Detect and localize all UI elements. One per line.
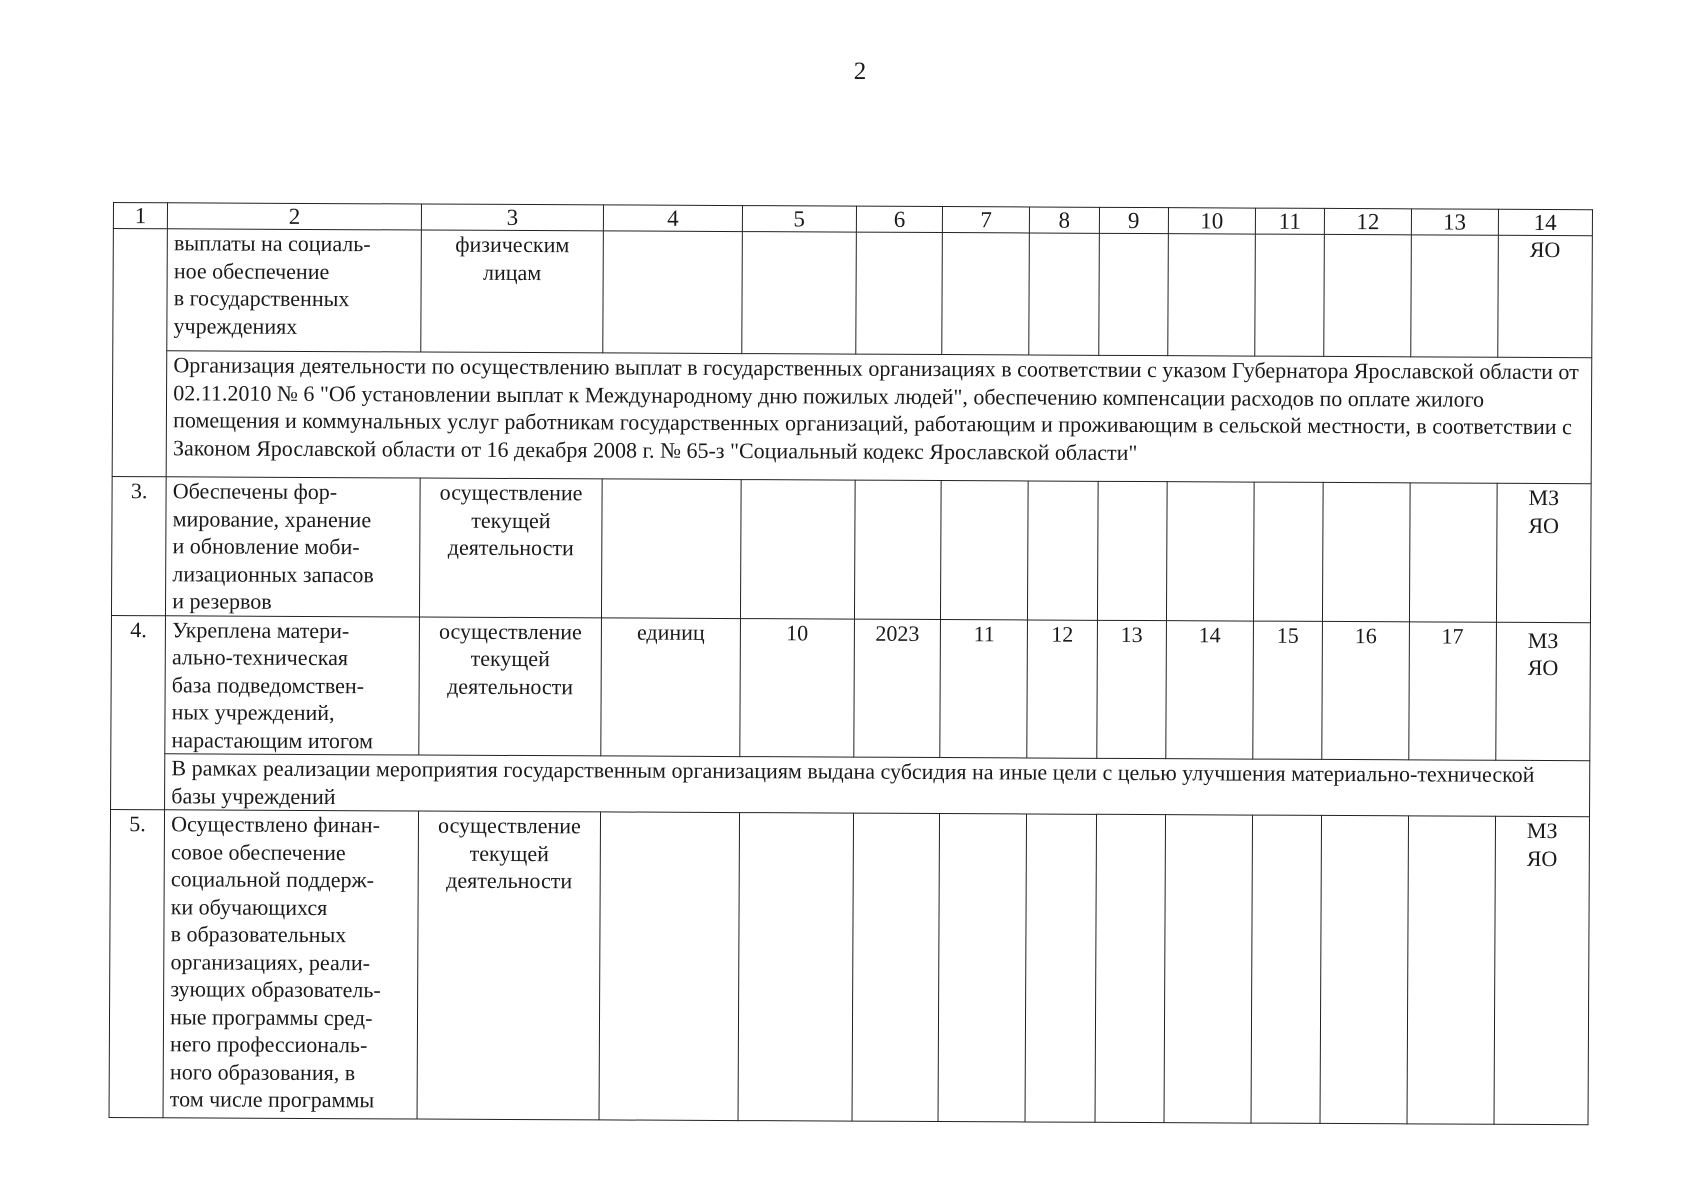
value-cell: 2023 xyxy=(853,619,940,758)
result-type: осуществление текущей деятельности xyxy=(419,478,602,617)
responsible-code: ЯО xyxy=(1529,236,1561,263)
col-header: 13 xyxy=(1411,209,1498,235)
note-row xyxy=(111,753,1590,816)
value-cell: 14 xyxy=(1166,620,1253,759)
value-cell: 11 xyxy=(940,619,1027,758)
result-name: Обеспечены фор- мирование, хранение и обновление моби- лизационных запасов и резервов xyxy=(166,477,420,617)
col-header: 5 xyxy=(742,206,856,233)
value-cell: 17 xyxy=(1409,621,1496,760)
col-header: 1 xyxy=(113,203,167,229)
result-name: выплаты на социаль- ное обеспечение в государственных учреждениях xyxy=(167,229,421,352)
row-number: 4. xyxy=(111,615,166,810)
col-header: 6 xyxy=(856,206,943,232)
table-row xyxy=(111,615,1591,761)
col-header: 14 xyxy=(1498,209,1593,235)
responsible-cell xyxy=(1496,483,1591,622)
col-header: 10 xyxy=(1168,208,1255,234)
responsible-code: МЗ xyxy=(1526,817,1558,844)
col-header: 3 xyxy=(421,204,603,231)
result-type: физическим лицам xyxy=(421,230,604,353)
result-name: Укреплена матери- ально-техническая база подведомствен- ных учреждений, нарастающим итогом xyxy=(165,615,419,755)
table-row xyxy=(111,476,1591,622)
responsible-cell xyxy=(1494,816,1590,1124)
col-header: 8 xyxy=(1030,207,1100,233)
responsible-code: МЗ xyxy=(1527,627,1559,653)
note-row xyxy=(112,351,1592,484)
note-text: Организация деятельности по осуществлению выплат в государственных организациях в соответствии с указом Губернатора Ярославской области от 02.11.2010 № 6 "Об установлении выплат к Международному дню пожилых людей", обеспечению компенсации расходов по оплате жилого помещения и коммунальных услуг работникам государственных организаций, работающим и проживающим в сельской местности, в соответствии с Законом Ярославской области от 16 декабря 2008 г. № 65-з "Социальный кодекс Ярославской области" xyxy=(166,351,1591,484)
responsible-cell xyxy=(1497,235,1592,357)
responsible-code: ЯО xyxy=(1528,512,1560,538)
row-number-cell xyxy=(112,229,167,477)
responsible-code: МЗ xyxy=(1528,484,1560,511)
value-cell: 15 xyxy=(1252,621,1322,760)
unit-cell: единиц xyxy=(601,617,740,756)
col-header: 9 xyxy=(1099,207,1169,233)
result-type: осуществление текущей деятельности xyxy=(417,811,601,1120)
indicator-table xyxy=(109,202,1593,1125)
result-name: Осуществлено финан- совое обеспечение социальной поддерж- ки обучающихся в образовательных организациях, реали- зующих образователь- ные программы сред- него профессиональ- ного образования, в том числе программы xyxy=(163,810,418,1119)
page-number: 2 xyxy=(853,58,867,85)
col-header: 12 xyxy=(1324,208,1411,234)
result-type: осуществление текущей деятельности xyxy=(419,617,602,756)
table-row xyxy=(113,229,1593,358)
col-header: 2 xyxy=(168,203,422,230)
col-header: 4 xyxy=(603,205,742,232)
responsible-cell xyxy=(1495,622,1590,761)
table-row xyxy=(109,809,1589,1124)
col-header: 7 xyxy=(943,207,1030,233)
value-cell: 16 xyxy=(1322,621,1409,760)
row-number: 3. xyxy=(111,476,166,615)
note-text: В рамках реализации мероприятия государственным организациям выдана субсидия на иные цели с целью улучшения материально-технической базы учреждений xyxy=(165,754,1590,817)
responsible-code: ЯО xyxy=(1527,654,1559,681)
value-cell: 13 xyxy=(1096,620,1166,759)
value-cell: 12 xyxy=(1027,619,1097,758)
row-number: 5. xyxy=(109,809,165,1117)
responsible-code: ЯО xyxy=(1526,845,1558,871)
col-header: 11 xyxy=(1255,208,1325,234)
value-cell: 10 xyxy=(740,618,855,757)
